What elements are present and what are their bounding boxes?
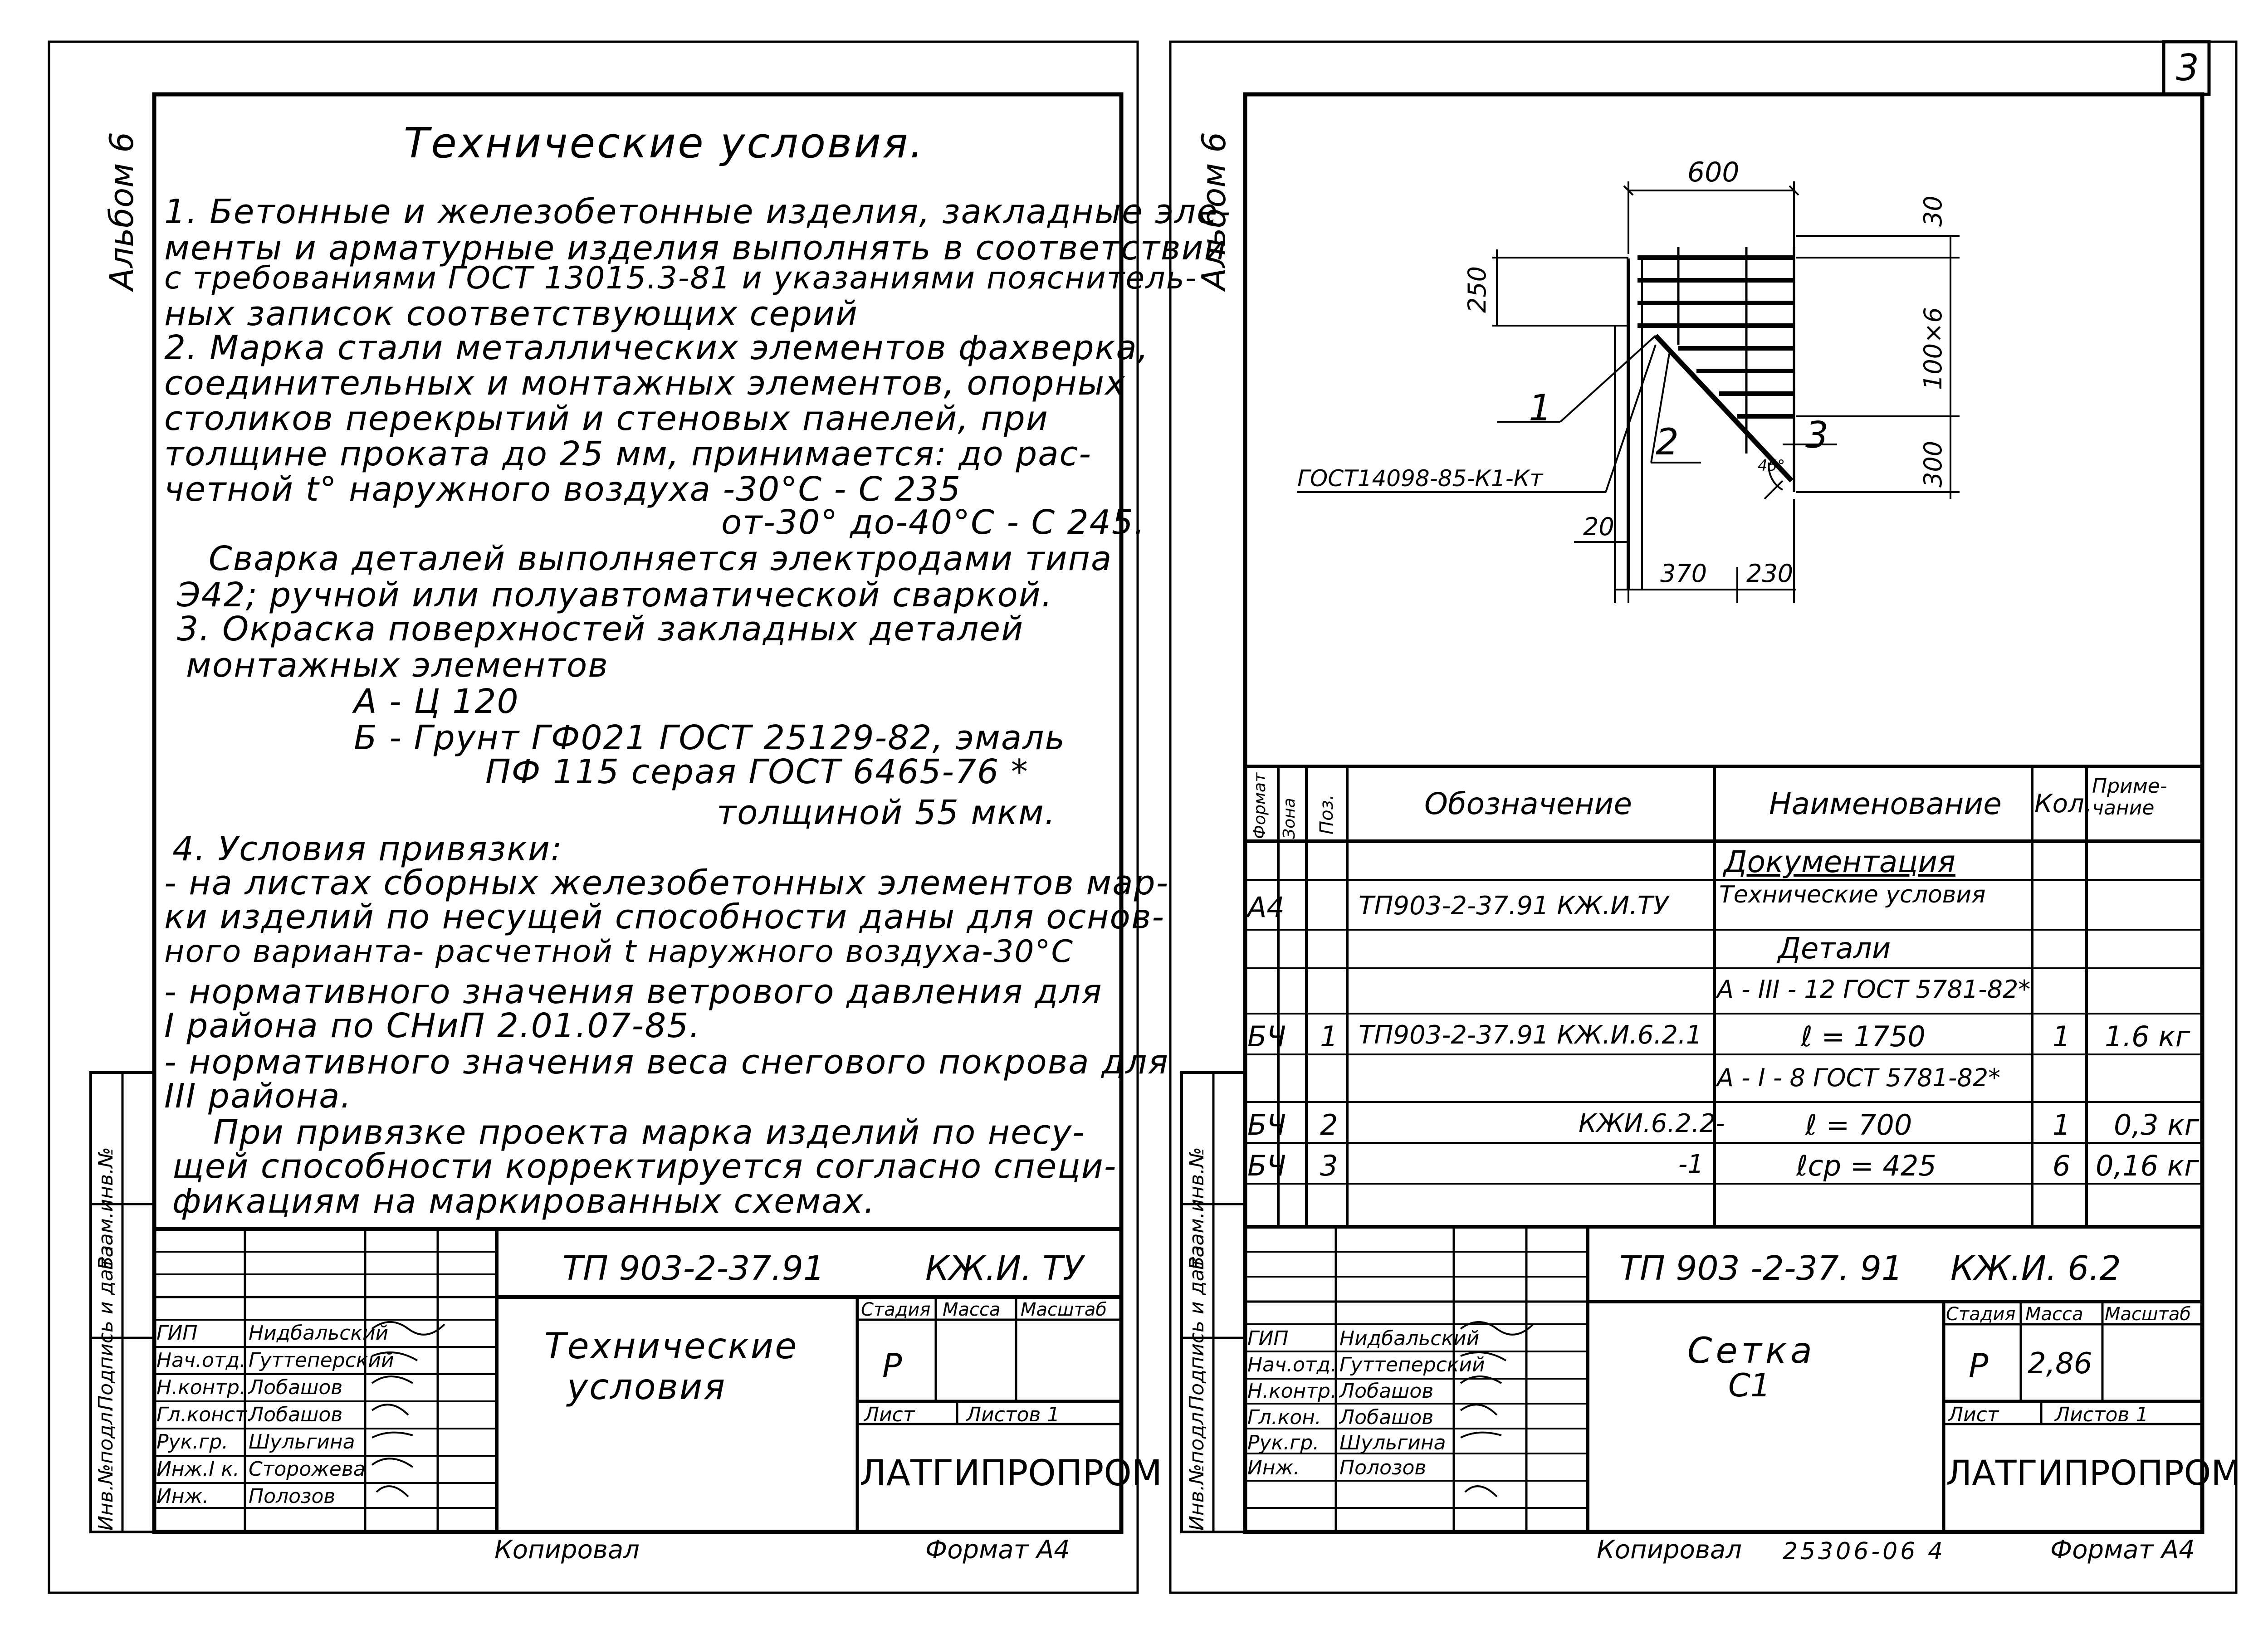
text-line: менты и арматурные изделия выполнять в соответствии xyxy=(164,229,1227,268)
stamp-mass-label-right: Масса xyxy=(2025,1304,2083,1325)
table-cell-qty: 6 xyxy=(2053,1149,2071,1182)
stamp-sheet-label-right: Лист xyxy=(1948,1403,1999,1426)
spec-header-format: Формат xyxy=(1251,772,1269,839)
mesh-drawing xyxy=(1297,181,1960,603)
text-line: фикациям на маркированных схемах. xyxy=(172,1182,876,1221)
format-label-left: Формат А4 xyxy=(925,1535,1070,1565)
text-line: При привязке проекта марка изделий по несу- xyxy=(213,1113,1085,1152)
text-line: столиков перекрытий и стеновых панелей, при xyxy=(164,399,1049,438)
text-line: ного варианта- расчетной t наружного воздуха-30°С xyxy=(164,934,1074,970)
name-label: Шульгина xyxy=(1339,1431,1446,1454)
side-label-vzam-left: Взам.инв.№ xyxy=(94,1147,117,1270)
table-cell-designation: КЖИ.6.2.2- xyxy=(1579,1109,1725,1138)
role-label: Инж.I к. xyxy=(156,1458,240,1481)
text-line: III района. xyxy=(164,1077,352,1116)
role-label: Гл.кон. xyxy=(1247,1406,1321,1429)
spec-header-zone: Зона xyxy=(1280,798,1299,839)
dim-label: 30 xyxy=(1919,195,1947,227)
stamp-org-left: ЛАТГИПРОПРОМ xyxy=(860,1453,1163,1494)
role-label: ГИП xyxy=(1247,1327,1289,1350)
text-line: ных записок соответствующих серий xyxy=(164,294,859,333)
table-cell-pos: 1 xyxy=(1320,1020,1338,1053)
stamp-stage-left: Р xyxy=(882,1346,902,1385)
table-cell-note: 0,16 кг xyxy=(2096,1149,2199,1182)
side-label-sign-left: Подпись и дата xyxy=(94,1245,117,1410)
text-line: щей способности корректируется согласно специ- xyxy=(172,1147,1117,1186)
album-label-left: Альбом 6 xyxy=(103,132,141,290)
text-line: 1. Бетонные и железобетонные изделия, закладные эле- xyxy=(164,192,1232,231)
table-cell-format: БЧ xyxy=(1247,1149,1286,1182)
role-label: Инж. xyxy=(156,1485,209,1508)
stamp-sheet-label-left: Лист xyxy=(864,1403,915,1426)
name-label: Лобашов xyxy=(249,1403,343,1426)
dim-label: 20 xyxy=(1583,512,1614,541)
table-cell-note: 1.6 кг xyxy=(2105,1020,2190,1053)
table-cell-pos: 3 xyxy=(1320,1149,1338,1182)
spec-header-name: Наименование xyxy=(1769,786,2002,821)
stamp-code-left: ТП 903-2-37.91 xyxy=(562,1249,825,1288)
text-line: I района по СНиП 2.01.07-85. xyxy=(164,1006,701,1045)
text-line: - нормативного значения ветрового давления для xyxy=(164,972,1103,1011)
table-cell-note: 0,3 кг xyxy=(2114,1108,2200,1141)
table-cell-name: Документация xyxy=(1724,844,1955,879)
role-label: Рук.гр. xyxy=(1247,1431,1320,1454)
text-line: с требованиями ГОСТ 13015.3-81 и указаниями пояснитель- xyxy=(164,260,1198,296)
callout-label: 1 xyxy=(1529,387,1552,429)
table-cell-pos: 2 xyxy=(1320,1108,1338,1141)
dim-label: 230 xyxy=(1746,559,1794,588)
spec-header-note: Приме-чание xyxy=(2092,775,2167,820)
table-cell-qty: 1 xyxy=(2053,1020,2071,1053)
role-label: Нач.отд. xyxy=(1247,1353,1337,1376)
weld-note: ГОСТ14098-85-К1-Кт xyxy=(1297,465,1543,492)
text-line: толщине проката до 25 мм, принимается: до рас- xyxy=(164,434,1092,473)
role-label: ГИП xyxy=(156,1322,198,1345)
name-label: Полозов xyxy=(249,1485,336,1508)
role-label: Инж. xyxy=(1247,1456,1300,1479)
text-line: соединительных и монтажных элементов, опорных xyxy=(164,364,1126,403)
stamp-stage-label-left: Стадия xyxy=(861,1299,931,1320)
text-line: монтажных элементов xyxy=(186,646,609,685)
side-label-inv-left: Инв.№подл. xyxy=(94,1405,117,1531)
table-cell-name: ℓ = 700 xyxy=(1805,1108,1912,1141)
dim-label: 370 xyxy=(1660,559,1707,588)
role-label: Нач.отд. xyxy=(156,1349,246,1372)
copied-label-right: Копировал xyxy=(1597,1535,1742,1565)
stamp-scale-label-left: Масштаб xyxy=(1021,1299,1107,1320)
text-line: от-30° до-40°С - С 245. xyxy=(721,503,1146,542)
text-line: А - Ц 120 xyxy=(354,682,519,721)
table-cell-format: А4 xyxy=(1247,891,1285,924)
text-line: 3. Окраска поверхностей закладных деталей xyxy=(177,610,1024,649)
stamp-name-line2-right: С1 xyxy=(1728,1367,1771,1404)
name-label: Гуттеперский xyxy=(1339,1353,1485,1376)
text-line: Б - Грунт ГФ021 ГОСТ 25129-82, эмаль xyxy=(354,718,1066,757)
page-number: 3 xyxy=(2176,47,2199,89)
spec-header-designation: Обозначение xyxy=(1424,786,1632,821)
copied-label-left: Копировал xyxy=(494,1535,640,1565)
stamp-code-right: ТП 903 -2-37. 91 xyxy=(1619,1249,1903,1288)
table-cell-name: Детали xyxy=(1778,932,1891,966)
stamp-sheets-label-right: Листов 1 xyxy=(2055,1403,2149,1426)
name-label: Полозов xyxy=(1339,1456,1427,1479)
text-line: четной t° наружного воздуха -30°С - С 235 xyxy=(164,470,962,509)
name-label: Нидбальский xyxy=(1339,1327,1480,1350)
order-number: 25306-06 xyxy=(1783,1538,1918,1565)
stamp-name-line2-left: условия xyxy=(567,1367,727,1408)
name-label: Шульгина xyxy=(249,1430,355,1454)
name-label: Лобашов xyxy=(1339,1380,1434,1403)
stamp-name-line1-right: Сетка xyxy=(1687,1331,1816,1371)
text-line: ПФ 115 серая ГОСТ 6465-76 * xyxy=(485,752,1029,791)
stamp-mass-label-left: Масса xyxy=(943,1299,1001,1320)
album-label-right: Альбом 6 xyxy=(1195,132,1233,290)
table-cell-designation: -1 xyxy=(1678,1150,1704,1179)
role-label: Н.контр. xyxy=(156,1376,246,1399)
stamp-name-line1-left: Технические xyxy=(544,1326,798,1367)
stamp-scale-label-right: Масштаб xyxy=(2105,1304,2191,1325)
stamp-mass-right: 2,86 xyxy=(2028,1347,2092,1380)
table-cell-name: ℓср = 425 xyxy=(1796,1149,1936,1182)
side-label-vzam-right: Взам.инв.№ xyxy=(1185,1147,1208,1270)
dim-label: 100×6 xyxy=(1919,307,1947,390)
table-cell-designation: ТП903-2-37.91 КЖ.И.ТУ xyxy=(1359,891,1669,921)
callout-label: 2 xyxy=(1656,421,1679,463)
page-title: Технические условия. xyxy=(404,119,925,167)
dim-label: 250 xyxy=(1463,266,1491,313)
format-label-right: Формат А4 xyxy=(2050,1535,2195,1565)
role-label: Гл.конст. xyxy=(156,1403,253,1426)
spec-header-pos: Поз. xyxy=(1316,794,1337,834)
text-line: Э42; ручной или полуавтоматической сваркой. xyxy=(177,576,1053,615)
table-cell-name: Технические условия xyxy=(1719,881,1986,908)
table-cell-format: БЧ xyxy=(1247,1108,1286,1141)
text-line: толщиной 55 мкм. xyxy=(717,793,1056,832)
table-cell-qty: 1 xyxy=(2053,1108,2071,1141)
table-cell-name: А - III - 12 ГОСТ 5781-82* xyxy=(1717,975,2031,1004)
role-label: Н.контр. xyxy=(1247,1380,1337,1403)
order-sheet: 4 xyxy=(1928,1538,1943,1565)
stamp-mark-right: КЖ.И. 6.2 xyxy=(1950,1249,2121,1288)
table-cell-name: ℓ = 1750 xyxy=(1801,1020,1926,1053)
table-cell-designation: ТП903-2-37.91 КЖ.И.6.2.1 xyxy=(1359,1020,1702,1050)
stamp-stage-label-right: Стадия xyxy=(1946,1304,2016,1325)
side-label-sign-right: Подпись и дата xyxy=(1185,1245,1208,1410)
stamp-stage-right: Р xyxy=(1969,1346,1989,1385)
text-line: - на листах сборных железобетонных элементов мар- xyxy=(164,863,1169,902)
text-line: 2. Марка стали металлических элементов фахверка, xyxy=(164,328,1149,367)
text-line: Сварка деталей выполняется электродами типа xyxy=(209,539,1113,578)
name-label: Лобашов xyxy=(249,1376,343,1399)
name-label: Сторожева xyxy=(249,1458,366,1481)
text-line: ки изделий по несущей способности даны для основ- xyxy=(164,897,1165,937)
text-line: 4. Условия привязки: xyxy=(172,829,563,868)
table-cell-format: БЧ xyxy=(1247,1020,1286,1053)
stamp-mark-left: КЖ.И. ТУ xyxy=(925,1249,1084,1288)
role-label: Рук.гр. xyxy=(156,1430,229,1454)
text-line: - нормативного значения веса снегового покрова для xyxy=(164,1043,1169,1082)
stamp-org-right: ЛАТГИПРОПРОМ xyxy=(1946,1453,2241,1493)
dim-label: 600 xyxy=(1687,156,1740,188)
dim-label: 300 xyxy=(1919,440,1947,488)
angle-label: 45° xyxy=(1758,457,1785,475)
spec-header-qty: Кол. xyxy=(2034,789,2092,819)
name-label: Лобашов xyxy=(1339,1406,1434,1429)
name-label: Гуттеперский xyxy=(249,1349,394,1372)
name-label: Нидбальский xyxy=(249,1322,389,1345)
side-label-inv-right: Инв.№подл. xyxy=(1185,1405,1208,1531)
callout-label: 3 xyxy=(1805,414,1828,456)
stamp-sheets-label-left: Листов 1 xyxy=(966,1403,1060,1426)
table-cell-name: А - I - 8 ГОСТ 5781-82* xyxy=(1717,1063,2001,1092)
